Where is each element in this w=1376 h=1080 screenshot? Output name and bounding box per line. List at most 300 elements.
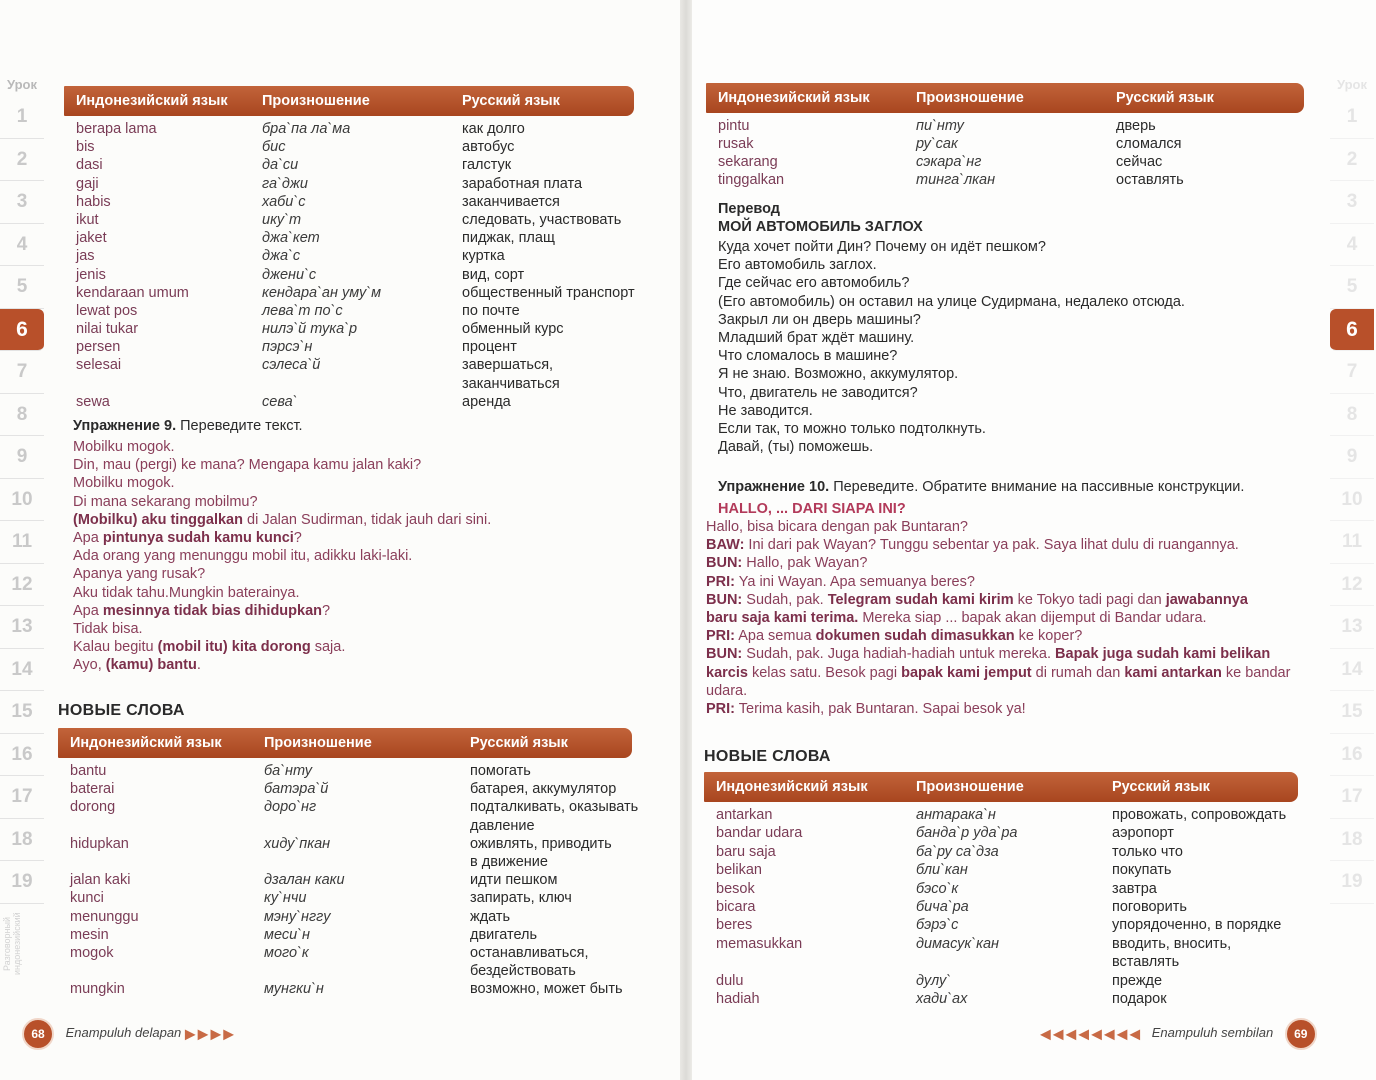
table-header-cell: Произношение xyxy=(262,93,370,109)
text-line xyxy=(73,565,491,583)
table-row xyxy=(58,762,632,780)
lesson-number: 16 xyxy=(0,734,44,777)
text-segment: Apa xyxy=(73,530,103,547)
table-row xyxy=(58,798,639,816)
text-segment: Apa semua xyxy=(735,628,816,645)
page-number-right: 69 xyxy=(1285,1018,1317,1050)
exercise-10-header: HALLO, ... DARI SIAPA INI? xyxy=(718,501,906,517)
lesson-number: 10 xyxy=(0,479,44,522)
lesson-number: 3 xyxy=(1330,181,1374,224)
word-cell: bandar udara xyxy=(716,825,803,842)
pron-cell: бис xyxy=(262,139,286,156)
book-gutter xyxy=(680,0,692,1080)
table-body xyxy=(704,802,1298,1008)
text-segment: Ini dari pak Wayan? Tunggu sebentar ya pak. Saya lihat dulu di ruangannya. xyxy=(744,537,1239,554)
word-cell: baru saja xyxy=(716,843,776,860)
table-row xyxy=(704,861,1298,879)
translation-line: Где сейчас его автомобиль? xyxy=(718,275,910,292)
lesson-number: 8 xyxy=(1330,394,1374,437)
table-row xyxy=(704,935,1298,953)
text-line xyxy=(73,456,491,474)
text-line xyxy=(73,529,491,547)
speaker-label: BAW: xyxy=(706,537,745,554)
text-segment: Telegram sudah kami kirim xyxy=(827,591,1014,608)
text-line xyxy=(73,584,491,602)
exercise-10-title xyxy=(718,479,1244,495)
table-header-cell: Русский язык xyxy=(462,93,560,109)
translation-cell: оставлять xyxy=(1116,172,1184,188)
translation-text xyxy=(718,238,1185,456)
text-line xyxy=(706,518,1290,536)
pron-cell: га`джи xyxy=(262,175,308,192)
page-name-right: Enampuluh sembilan xyxy=(1151,1025,1274,1041)
speaker-label: PRI: xyxy=(706,573,735,590)
word-cell: pintu xyxy=(718,118,750,134)
translation-cell: помогать xyxy=(470,763,531,779)
text-segment: pintunya sudah kamu kunci xyxy=(102,530,294,547)
text-segment: di Jalan Sudirman, tidak jauh dari sini. xyxy=(242,511,492,528)
table-row xyxy=(58,944,632,962)
table-row xyxy=(704,806,1298,824)
lesson-number: 4 xyxy=(1330,224,1374,267)
vocab-table-left-1 xyxy=(64,86,634,411)
table-header xyxy=(706,83,1304,113)
table-header-cell: Индонезийский язык xyxy=(70,735,222,751)
table-row xyxy=(704,990,1298,1008)
table-row xyxy=(706,171,1304,189)
word-cell: antarkan xyxy=(716,807,773,823)
table-header xyxy=(58,728,632,758)
text-segment: Aku tidak tahu.Mungkin baterainya. xyxy=(73,584,300,601)
translation-cell: общественный транспорт xyxy=(462,284,635,301)
lesson-number: 9 xyxy=(0,436,44,479)
lesson-number: 7 xyxy=(1330,351,1374,394)
pron-cell: джени`с xyxy=(262,266,317,283)
translation-cell: запирать, ключ xyxy=(470,890,572,907)
footer-arrows-left-icon: ◀◀◀◀◀◀◀◀ xyxy=(1040,1025,1143,1042)
vocab-table-right-1 xyxy=(706,83,1304,189)
text-segment: Hallo, bisa bicara dengan pak Buntaran? xyxy=(706,519,968,535)
table-row xyxy=(64,211,634,229)
pron-cell: джа`с xyxy=(262,248,301,265)
word-cell: baterai xyxy=(70,781,115,798)
word-cell: kunci xyxy=(70,890,104,907)
table-header-cell: Индонезийский язык xyxy=(718,90,870,106)
table-row xyxy=(704,880,1298,898)
exercise-9-task: Переведите текст. xyxy=(176,418,303,434)
translation-cell: вид, сорт xyxy=(462,266,525,283)
word-cell: sewa xyxy=(76,393,110,410)
text-line xyxy=(73,547,491,565)
lesson-number: 11 xyxy=(0,521,44,564)
translation-cell: по почте xyxy=(462,302,520,319)
exercise-10-task: Переведите. Обратите внимание на пассивные конструкции. xyxy=(829,479,1245,495)
text-segment: Apanya yang rusak? xyxy=(73,566,206,583)
pron-cell: хаби`с xyxy=(262,193,306,210)
text-line xyxy=(706,627,1290,645)
translation-title: МОЙ АВТОМОБИЛЬ ЗАГЛОХ xyxy=(718,219,923,235)
translation-line: Его автомобиль заглох. xyxy=(718,257,877,274)
table-header-cell: Индонезийский язык xyxy=(716,779,868,795)
table-row xyxy=(706,153,1304,171)
lesson-number: 8 xyxy=(0,394,44,437)
table-row xyxy=(706,117,1304,135)
translation-cell: дверь xyxy=(1116,118,1156,134)
text-line xyxy=(706,700,1290,718)
translation-cell: провожать, сопровождать xyxy=(1112,807,1287,823)
text-segment: Ada orang yang menunggu mobil itu, adikku laki-laki. xyxy=(73,548,413,565)
text-line xyxy=(73,656,491,674)
word-cell: rusak xyxy=(718,136,754,152)
table-row xyxy=(704,916,1298,934)
text-segment: Mereka siap ... bapak akan dijemput di Bandar udara. xyxy=(858,610,1207,627)
table-row xyxy=(58,835,632,853)
new-words-title-left: НОВЫЕ СЛОВА xyxy=(58,702,185,719)
translation-cell: процент xyxy=(462,339,517,356)
text-segment: Ya ini Wayan. Apa semuanya beres? xyxy=(735,573,975,590)
pron-cell: меси`н xyxy=(264,926,310,943)
translation-cell: следовать, участвовать xyxy=(462,211,622,228)
rail-subtitle: Разговорный индонезийский xyxy=(2,912,22,976)
translation-cell: пиджак, плащ xyxy=(462,230,555,247)
lesson-number: 19 xyxy=(1330,861,1374,904)
table-header-cell: Русский язык xyxy=(1116,90,1214,106)
translation-cell: завтра xyxy=(1112,880,1157,897)
translation-cell: вставлять xyxy=(1112,954,1180,971)
text-segment: Di mana sekarang mobilmu? xyxy=(73,493,258,510)
word-cell: bicara xyxy=(716,898,756,915)
footer-arrows-right-icon: ▶▶▶▶ xyxy=(184,1025,236,1042)
text-segment: (Mobilku) aku tinggalkan xyxy=(73,511,243,528)
word-cell: bantu xyxy=(70,763,107,779)
word-cell: mogok xyxy=(70,944,114,961)
text-line xyxy=(73,493,491,511)
text-segment: . xyxy=(196,657,201,674)
translation-cell: галстук xyxy=(462,157,512,174)
text-segment: Bapak juga sudah kami belikan xyxy=(1055,646,1271,663)
lesson-number: 14 xyxy=(0,649,44,692)
word-cell: besok xyxy=(716,880,755,897)
table-header-cell: Произношение xyxy=(916,90,1024,106)
word-cell: beres xyxy=(716,917,753,934)
lesson-rail-right xyxy=(1330,74,1374,904)
text-line xyxy=(706,554,1290,572)
pron-cell: да`си xyxy=(262,157,299,174)
translation-line: (Его автомобиль) он оставил на улице Судирмана, недалеко отсюда. xyxy=(718,293,1185,310)
text-segment: bapak kami jemput xyxy=(901,664,1032,681)
pron-cell: ба`нту xyxy=(264,763,313,779)
word-cell: dulu xyxy=(716,972,744,989)
word-cell: dasi xyxy=(76,157,103,174)
translation-line: Давай, (ты) поможешь. xyxy=(718,439,874,456)
translation-cell: заканчивается xyxy=(462,193,560,210)
pron-cell: кендара`ан уму`м xyxy=(262,284,382,301)
pron-cell: батэра`й xyxy=(264,781,329,798)
pron-cell: сева` xyxy=(262,393,298,410)
translation-cell: аэропорт xyxy=(1112,825,1174,842)
word-cell: dorong xyxy=(70,799,116,816)
translation-cell: оживлять, приводить xyxy=(470,835,612,852)
lesson-number: 17 xyxy=(1330,776,1374,819)
lesson-number: 15 xyxy=(0,691,44,734)
pron-cell: бича`ра xyxy=(916,898,969,915)
text-segment: Sudah, pak. Juga hadiah-hadiah untuk mereka. xyxy=(742,646,1056,663)
table-header-cell: Произношение xyxy=(264,735,372,751)
translation-cell: автобус xyxy=(462,139,515,156)
word-cell: menunggu xyxy=(70,908,139,925)
pron-cell: бэрэ`с xyxy=(916,917,959,934)
translation-line: Если так, то можно только подтолкнуть. xyxy=(718,421,986,438)
text-line xyxy=(706,682,1290,700)
text-segment: jawabannya xyxy=(1165,591,1248,608)
table-row xyxy=(706,135,1304,153)
table-row xyxy=(58,871,632,889)
table-row xyxy=(64,338,634,356)
table-row xyxy=(64,375,634,393)
text-segment: Sudah, pak. xyxy=(742,591,828,608)
lesson-number: 12 xyxy=(1330,564,1374,607)
pron-cell: ру`сак xyxy=(916,136,958,152)
word-cell: mesin xyxy=(70,926,109,943)
translation-cell: в движение xyxy=(470,853,548,870)
table-row xyxy=(58,926,632,944)
lesson-number: 2 xyxy=(1330,139,1374,182)
pron-cell: ку`нчи xyxy=(264,890,307,907)
lesson-number: 13 xyxy=(1330,606,1374,649)
table-row xyxy=(704,843,1298,861)
text-line xyxy=(73,511,491,529)
table-row xyxy=(64,120,634,138)
speaker-label: PRI: xyxy=(706,701,735,718)
text-segment: ke Tokyo tadi pagi dan xyxy=(1013,591,1166,608)
word-cell: tinggalkan xyxy=(718,172,785,188)
translation-line: Не заводится. xyxy=(718,402,813,419)
text-segment: baru saja kami terima. xyxy=(706,610,859,627)
pron-cell: хиду`пкан xyxy=(264,835,331,852)
text-segment: Hallo, pak Wayan? xyxy=(742,555,868,572)
lesson-number: 14 xyxy=(1330,649,1374,692)
lesson-number: 19 xyxy=(0,861,44,904)
text-segment: karcis xyxy=(706,664,748,681)
lesson-number: 15 xyxy=(1330,691,1374,734)
lesson-number: 9 xyxy=(1330,436,1374,479)
text-segment: Apa xyxy=(73,602,103,619)
text-segment: (mobil itu) kita dorong xyxy=(157,639,311,656)
table-header xyxy=(704,772,1298,802)
word-cell: lewat pos xyxy=(76,302,138,319)
footer-left xyxy=(22,1018,236,1050)
pron-cell: пи`нту xyxy=(916,118,964,134)
translation-line: Куда хочет пойти Дин? Почему он идёт пешком? xyxy=(718,239,1046,255)
table-row xyxy=(704,972,1298,990)
translation-cell: обменный курс xyxy=(462,321,564,338)
pron-cell: бли`кан xyxy=(916,862,968,879)
text-segment: Din, mau (pergi) ke mana? Mengapa kamu jalan kaki? xyxy=(73,457,422,474)
text-segment: ke bandar xyxy=(1221,664,1291,681)
text-line xyxy=(706,609,1290,627)
text-line xyxy=(73,602,491,620)
pron-cell: дзалан каки xyxy=(264,872,345,889)
word-cell: gaji xyxy=(76,175,99,192)
translation-cell: только что xyxy=(1112,843,1183,860)
text-segment: di rumah dan xyxy=(1031,664,1125,681)
lesson-number: 18 xyxy=(1330,819,1374,862)
text-line xyxy=(706,645,1290,663)
translation-cell: заработная плата xyxy=(462,175,583,192)
table-row xyxy=(58,908,632,926)
text-line xyxy=(73,638,491,656)
speaker-label: BUN: xyxy=(706,555,743,572)
word-cell: selesai xyxy=(76,357,122,374)
pron-cell: мунгки`н xyxy=(264,981,324,998)
translation-line: Что, двигатель не заводится? xyxy=(718,384,918,401)
word-cell: jaket xyxy=(76,230,107,247)
pron-cell: банда`р уда`ра xyxy=(916,825,1018,842)
table-header xyxy=(64,86,634,116)
speaker-label: BUN: xyxy=(706,646,743,663)
table-row xyxy=(64,393,634,411)
text-segment: Tidak bisa. xyxy=(73,621,143,638)
exercise-9-number: Упражнение 9. xyxy=(73,418,177,434)
vocab-table-right-2 xyxy=(704,772,1298,1008)
table-row xyxy=(704,898,1298,916)
translation-line: Я не знаю. Возможно, аккумулятор. xyxy=(718,366,959,383)
word-cell: jas xyxy=(76,248,95,265)
translation-cell: возможно, может быть xyxy=(470,981,623,998)
translation-cell: бездействовать xyxy=(470,963,576,980)
vocab-table-left-2 xyxy=(58,728,639,998)
translation-cell: упорядоченно, в порядке xyxy=(1112,917,1282,934)
table-row xyxy=(64,302,634,320)
word-cell: jenis xyxy=(76,266,106,283)
table-row xyxy=(64,138,634,156)
pron-cell: мэну`нггу xyxy=(264,908,331,925)
word-cell: belikan xyxy=(716,862,762,879)
translation-cell: заканчиваться xyxy=(462,375,560,392)
table-row xyxy=(64,229,634,247)
lesson-number: 18 xyxy=(0,819,44,862)
text-segment: Terima kasih, pak Buntaran. Sapai besok ya! xyxy=(735,701,1026,718)
page-number-left: 68 xyxy=(22,1018,54,1050)
lesson-number: 1 xyxy=(0,96,44,139)
translation-cell: вводить, вносить, xyxy=(1112,935,1232,952)
table-row xyxy=(58,817,632,835)
word-cell: kendaraan umum xyxy=(76,284,189,301)
translation-cell: куртка xyxy=(462,248,505,265)
text-segment: Ayo, xyxy=(73,657,106,674)
lesson-number: 5 xyxy=(1330,266,1374,309)
table-row xyxy=(704,824,1298,842)
pron-cell: джа`кет xyxy=(262,230,320,247)
exercise-10-header-wrap xyxy=(718,500,906,518)
lesson-number: 11 xyxy=(1330,521,1374,564)
lesson-number: 4 xyxy=(0,224,44,267)
translation-cell: как долго xyxy=(462,121,525,137)
rail-title: Урок xyxy=(7,77,37,92)
table-body xyxy=(706,113,1304,189)
pron-cell: пэрсэ`н xyxy=(262,339,313,356)
translation-line: Что сломалось в машине? xyxy=(718,348,898,365)
text-segment: ? xyxy=(322,602,331,619)
table-row xyxy=(58,853,632,871)
word-cell: habis xyxy=(76,193,111,210)
pron-cell: бэсо`к xyxy=(916,880,959,897)
table-row xyxy=(64,356,634,374)
word-cell: hidupkan xyxy=(70,835,129,852)
word-cell: jalan kaki xyxy=(70,872,131,889)
lesson-number: 13 xyxy=(0,606,44,649)
table-row xyxy=(58,780,632,798)
text-line xyxy=(73,474,491,492)
translation-cell: подарок xyxy=(1112,990,1167,1007)
pron-cell: доро`нг xyxy=(264,799,317,816)
pron-cell: лева`т по`с xyxy=(262,302,343,319)
text-segment: ? xyxy=(293,530,302,547)
lesson-rail-left xyxy=(0,74,44,904)
word-cell: persen xyxy=(76,339,121,356)
lesson-number: 17 xyxy=(0,776,44,819)
pron-cell: мого`к xyxy=(264,944,309,961)
word-cell: berapa lama xyxy=(76,121,157,137)
table-body xyxy=(58,758,639,998)
lesson-number: 6 xyxy=(0,309,44,352)
translation-cell: аренда xyxy=(462,393,511,410)
translation-cell: ждать xyxy=(470,908,511,925)
text-line xyxy=(73,438,491,456)
text-segment: udara. xyxy=(706,682,748,699)
pron-cell: ба`ру са`дза xyxy=(916,843,999,860)
word-cell: mungkin xyxy=(70,981,125,998)
pron-cell: хади`ах xyxy=(916,990,968,1007)
pron-cell: сэкара`нг xyxy=(916,154,982,170)
word-cell: hadiah xyxy=(716,990,760,1007)
word-cell: ikut xyxy=(76,211,99,228)
translation-cell: сломался xyxy=(1116,136,1182,152)
translation-cell: поговорить xyxy=(1112,898,1187,915)
pron-cell: нилэ`й тука`р xyxy=(262,321,358,338)
translation-cell: давление xyxy=(470,817,535,834)
table-row xyxy=(58,980,632,998)
text-segment: ke koper? xyxy=(1014,628,1083,645)
footer-right xyxy=(1040,1018,1317,1050)
lesson-number: 7 xyxy=(0,351,44,394)
pron-cell: дулу` xyxy=(916,972,952,989)
table-header-cell: Русский язык xyxy=(470,735,568,751)
table-row xyxy=(64,156,634,174)
page-name-left: Enampuluh delapan xyxy=(65,1025,182,1041)
table-body xyxy=(64,116,634,411)
translation-cell: сейчас xyxy=(1116,154,1163,170)
table-row xyxy=(64,193,634,211)
new-words-title-right: НОВЫЕ СЛОВА xyxy=(704,748,831,765)
lesson-number: 10 xyxy=(1330,479,1374,522)
table-header-cell: Русский язык xyxy=(1112,779,1210,795)
word-cell: nilai tukar xyxy=(76,321,139,338)
text-line xyxy=(706,664,1290,682)
translation-label: Перевод xyxy=(718,201,781,217)
translation-cell: останавливаться, xyxy=(470,944,589,961)
exercise-9-title xyxy=(73,418,303,434)
translation-cell: подталкивать, оказывать xyxy=(470,799,639,816)
translation-cell: прежде xyxy=(1112,972,1163,989)
text-segment: dokumen sudah dimasukkan xyxy=(815,628,1015,645)
exercise-10-number: Упражнение 10. xyxy=(718,479,830,495)
text-line xyxy=(706,591,1290,609)
text-segment: kami antarkan xyxy=(1124,664,1222,681)
translation-cell: идти пешком xyxy=(470,872,558,889)
lesson-number: 16 xyxy=(1330,734,1374,777)
text-line xyxy=(706,536,1290,554)
